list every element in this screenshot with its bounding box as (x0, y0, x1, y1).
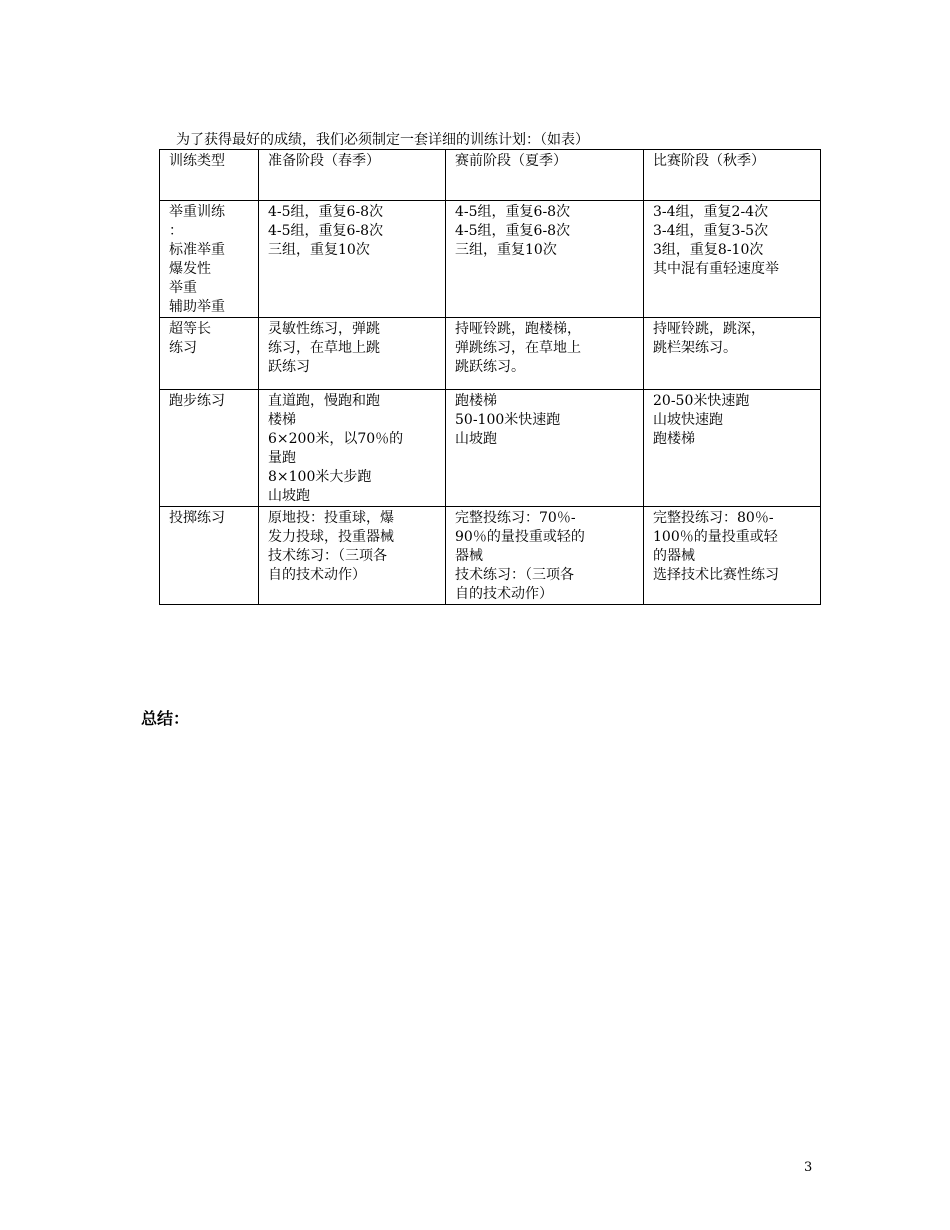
cell-line: 跑楼梯 (653, 431, 695, 447)
header-cell-summer: 赛前阶段（夏季） (446, 150, 644, 201)
table-cell-spring (259, 201, 446, 318)
table-header-row (160, 150, 821, 201)
training-plan-body (160, 150, 821, 605)
intro-paragraph: 为了获得最好的成绩，我们必须制定一套详细的训练计划：（如表） (176, 132, 589, 148)
table-cell-spring (259, 390, 446, 507)
cell-line: 90％的量投重或轻的 (455, 529, 585, 545)
header-cell-type: 训练类型 (160, 150, 259, 201)
page-number: 3 (804, 1160, 813, 1175)
cell-line: 三组，重复10次 (268, 242, 370, 258)
table-cell-spring (259, 507, 446, 605)
cell-line: 原地投：投重球，爆 (268, 510, 394, 526)
cell-line: 6×200米，以70％的 (268, 431, 404, 447)
cell-line: 投掷练习 (169, 510, 225, 526)
cell-line: 自的技术动作） (268, 567, 366, 583)
table-cell-type (160, 390, 259, 507)
cell-line: 爆发性 (169, 261, 211, 277)
cell-line: 持哑铃跳，跑楼梯， (455, 321, 581, 337)
table-row (160, 201, 821, 318)
cell-line: 的器械 (653, 548, 695, 564)
cell-line: 其中混有重轻速度举 (653, 261, 779, 277)
cell-line: 跑楼梯 (455, 393, 497, 409)
cell-line: 4-5组，重复6-8次 (455, 204, 571, 220)
cell-line: 灵敏性练习，弹跳 (268, 321, 380, 337)
cell-line: 发力投球，投重器械 (268, 529, 394, 545)
cell-line: 选择技术比赛性练习 (653, 567, 779, 583)
cell-line: 100％的量投重或轻 (653, 529, 778, 545)
header-cell-autumn: 比赛阶段（秋季） (644, 150, 821, 201)
cell-line: 跃练习 (268, 359, 310, 375)
cell-line: 楼梯 (268, 412, 296, 428)
cell-line: 3-4组，重复3-5次 (653, 223, 769, 239)
cell-line: 50-100米快速跑 (455, 412, 561, 428)
table-cell-spring (259, 318, 446, 390)
table-row (160, 390, 821, 507)
cell-line: 跳栏架练习。 (653, 340, 737, 356)
cell-line: 4-5组，重复6-8次 (268, 223, 384, 239)
cell-line: 4-5组，重复6-8次 (455, 223, 571, 239)
table-row (160, 318, 821, 390)
cell-line: 山坡快速跑 (653, 412, 723, 428)
cell-line: 完整投练习：70％- (455, 510, 576, 526)
table-cell-autumn (644, 201, 821, 318)
cell-line: 完整投练习：80％- (653, 510, 774, 526)
training-plan-table (159, 149, 821, 605)
cell-line: 举重 (169, 280, 197, 296)
cell-line: 举重训练 (169, 204, 225, 220)
cell-line: 量跑 (268, 450, 296, 466)
table-cell-type (160, 318, 259, 390)
cell-line: 跳跃练习。 (455, 359, 525, 375)
cell-line: 跑步练习 (169, 393, 225, 409)
table-cell-type (160, 507, 259, 605)
cell-line: 练习，在草地上跳 (268, 340, 380, 356)
table-cell-summer (446, 390, 644, 507)
cell-line: 8×100米大步跑 (268, 469, 372, 485)
table-cell-summer (446, 201, 644, 318)
cell-line: 辅助举重 (169, 299, 225, 315)
cell-line: 练习 (169, 340, 197, 356)
table-cell-summer (446, 507, 644, 605)
cell-line: 三组，重复10次 (455, 242, 557, 258)
table-cell-autumn (644, 318, 821, 390)
cell-line: ： (169, 223, 183, 239)
table-cell-autumn (644, 390, 821, 507)
cell-line: 持哑铃跳，跳深， (653, 321, 765, 337)
table-cell-type (160, 201, 259, 318)
cell-line: 技术练习：（三项各 (268, 548, 387, 564)
cell-line: 技术练习：（三项各 (455, 567, 574, 583)
cell-line: 器械 (455, 548, 483, 564)
cell-line: 山坡跑 (455, 431, 497, 447)
cell-line: 自的技术动作） (455, 586, 553, 602)
cell-line: 3-4组，重复2-4次 (653, 204, 769, 220)
cell-line: 3组，重复8-10次 (653, 242, 764, 258)
cell-line: 标准举重 (169, 242, 225, 258)
cell-line: 弹跳练习，在草地上 (455, 340, 581, 356)
summary-heading: 总结： (141, 709, 190, 728)
table-cell-autumn (644, 507, 821, 605)
cell-line: 山坡跑 (268, 488, 310, 504)
header-cell-spring: 准备阶段（春季） (259, 150, 446, 201)
cell-line: 直道跑，慢跑和跑 (268, 393, 380, 409)
cell-line: 超等长 (169, 321, 211, 337)
table-cell-summer (446, 318, 644, 390)
table-row (160, 507, 821, 605)
cell-line: 20-50米快速跑 (653, 393, 750, 409)
cell-line: 4-5组，重复6-8次 (268, 204, 384, 220)
